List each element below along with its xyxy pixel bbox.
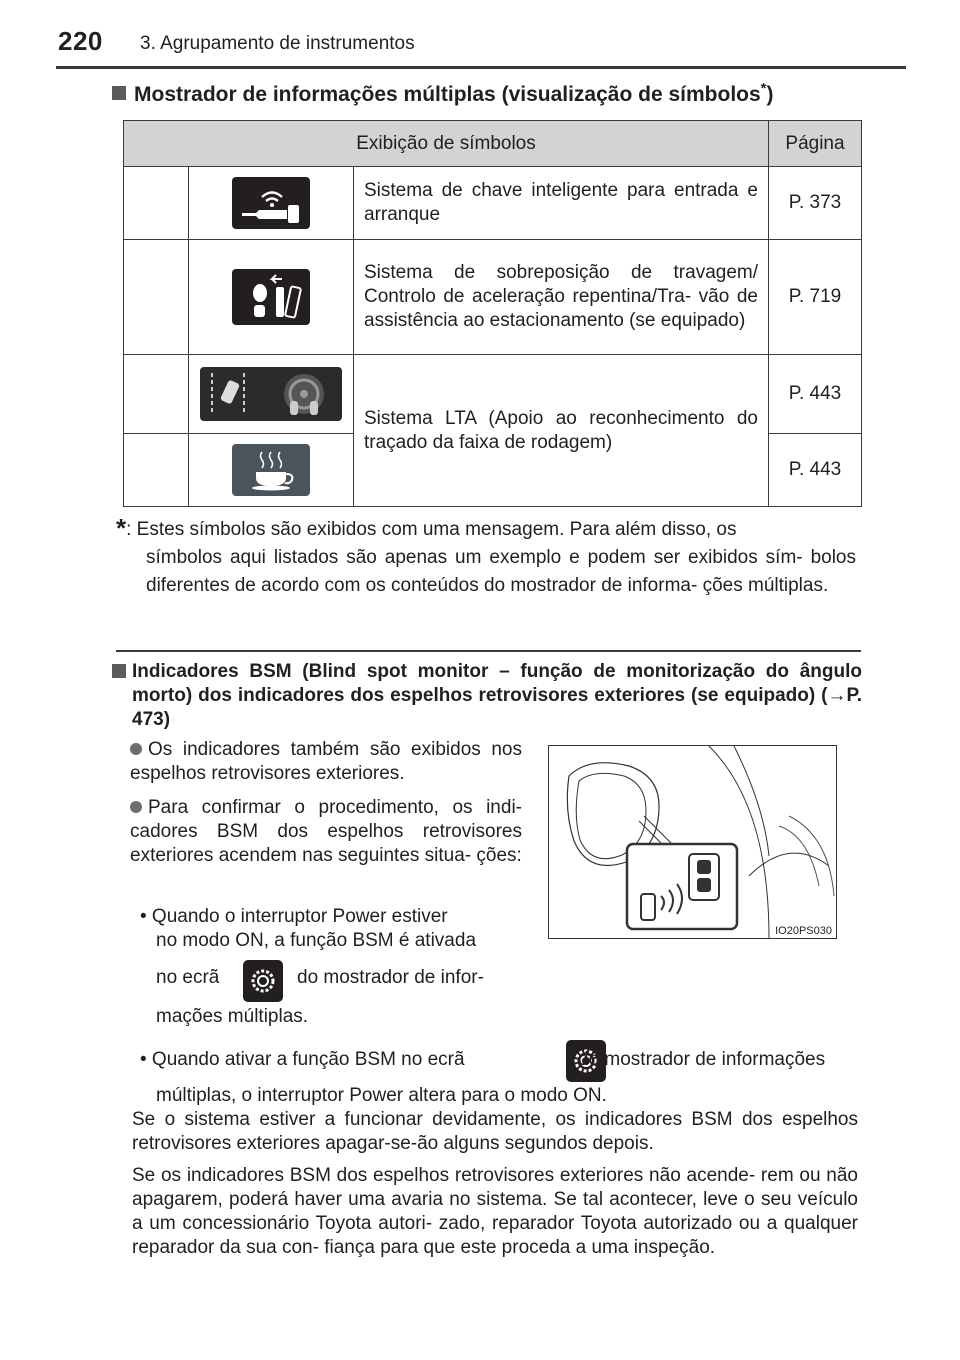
sub-item-2a-end [578, 1048, 825, 1072]
bullet-text: Para confirmar o procedimento, os indi- cadores BSM dos espelhos retrovisores exteriores acendem nas seguintes situa- ções: [130, 797, 522, 866]
circle-bullet-icon [130, 801, 142, 813]
sub-item-text: • Quando ativar a função BSM no ecrã [140, 1049, 465, 1070]
section1-title-mark: * [760, 80, 767, 97]
section2-ref-link[interactable]: P. 473) [132, 685, 862, 730]
blank-cell [124, 434, 189, 507]
footnote-line-1 [116, 514, 856, 544]
row-page: P. 443 [769, 355, 862, 434]
section1-title-end: ) [766, 83, 774, 106]
bsm-bullet-list [130, 738, 522, 878]
paragraph-2: Se os indicadores BSM dos espelhos retrovisores exteriores não acende- rem ou não apagarem, poderá haver uma avaria no sistema. Se tal acontecer, leve o seu veículo a um concessionário Toyota autori- zado, reparador Toyota autorizado ou a qualquer reparador da sua con- fiança para que este proceda a uma inspeção. [132, 1165, 858, 1258]
bsm-mirror-figure [548, 745, 837, 939]
icon-cell [189, 167, 354, 240]
table-footnote [116, 514, 856, 600]
blank-cell [124, 240, 189, 355]
symbols-table [123, 120, 862, 507]
footnote-mark: * [116, 513, 127, 543]
col-page-header: Página [769, 121, 862, 167]
table-row [124, 355, 862, 434]
sub-item-1d [156, 1005, 308, 1029]
section1-title-text: Mostrador de informações múltiplas (visualização de símbolos [134, 83, 761, 106]
sub-item-text: no ecrã [156, 967, 220, 988]
icon-cell [189, 240, 354, 355]
page-number: 220 [58, 26, 103, 56]
square-bullet-icon [112, 86, 126, 100]
section2-title [112, 660, 862, 732]
sub-item-1c [156, 966, 219, 990]
blank-cell [124, 167, 189, 240]
row-page: P. 719 [769, 240, 862, 355]
bullet-text: Os indicadores também são exibidos nos espelhos retrovisores exteriores. [130, 739, 522, 784]
sub-item-text: múltiplas, o interruptor Power altera para o modo ON. [156, 1085, 607, 1106]
sub-item-text: mações múltiplas. [156, 1006, 309, 1027]
sub-item-1c-end [297, 966, 484, 990]
circle-bullet-icon [130, 743, 142, 755]
header-rule [56, 66, 906, 69]
row-page: P. 443 [769, 434, 862, 507]
row-text: Sistema de chave inteligente para entrada e arranque [354, 167, 769, 240]
section2-title-main: Indicadores BSM (Blind spot monitor – função de monitorização do ângulo morto) dos indicadores dos espelhos retrovisores exteriores (se equipado) ( [132, 661, 862, 706]
row-page: P. 373 [769, 167, 862, 240]
footnote-line1-text: : Estes símbolos são exibidos com uma mensagem. Para além disso, os [126, 519, 737, 540]
sub-item-text: • Quando o interruptor Power estiver [140, 906, 448, 927]
sub-item-1a [140, 905, 520, 929]
figure-code: IO20PS030 [775, 925, 832, 937]
row-text: Sistema de sobreposição de travagem/ Controlo de aceleração repentina/Tra- vão de assistência ao estacionamento (se equipado) [354, 240, 769, 355]
paragraph-1: Se o sistema estiver a funcionar devidamente, os indicadores BSM dos espelhos retrovisores exteriores apagar-se-ão alguns segundos depois. [132, 1109, 858, 1154]
list-item [130, 738, 522, 786]
sub-item-2a [140, 1048, 465, 1072]
lta-icon [200, 367, 342, 421]
sub-item-2b [156, 1084, 607, 1108]
arrow-icon: → [827, 685, 847, 706]
footnote-rest: símbolos aqui listados são apenas um exemplo e podem ser exibidos sím- bolos diferentes de acordo com os conteúdos do mostrador de informa- ções múltiplas. [146, 547, 856, 596]
icon-cell [189, 434, 354, 507]
chapter-title: 3. Agrupamento de instrumentos [140, 33, 415, 54]
settings-gear-icon [243, 960, 283, 1002]
smart-key-icon [232, 177, 310, 229]
row-text: Sistema LTA (Apoio ao reconhecimento do traçado da faixa de rodagem) [354, 355, 769, 507]
section2-title-text [112, 660, 862, 732]
section1-title [112, 80, 774, 107]
square-bullet-icon [112, 664, 126, 678]
section-divider [116, 650, 861, 652]
brake-override-icon [232, 269, 310, 325]
table-row [124, 240, 862, 355]
list-item [130, 796, 522, 868]
sub-item-1b [156, 929, 526, 953]
coffee-cup-icon [232, 444, 310, 496]
col-symbols-header: Exibição de símbolos [124, 121, 769, 167]
table-row [124, 167, 862, 240]
sub-item-text: do mostrador de infor- [297, 967, 484, 988]
table-header-row [124, 121, 862, 167]
sub-item-text: do mostrador de informações [578, 1049, 826, 1070]
icon-cell [189, 355, 354, 434]
blank-cell [124, 355, 189, 434]
sub-item-text: no modo ON, a função BSM é ativada [156, 930, 477, 951]
